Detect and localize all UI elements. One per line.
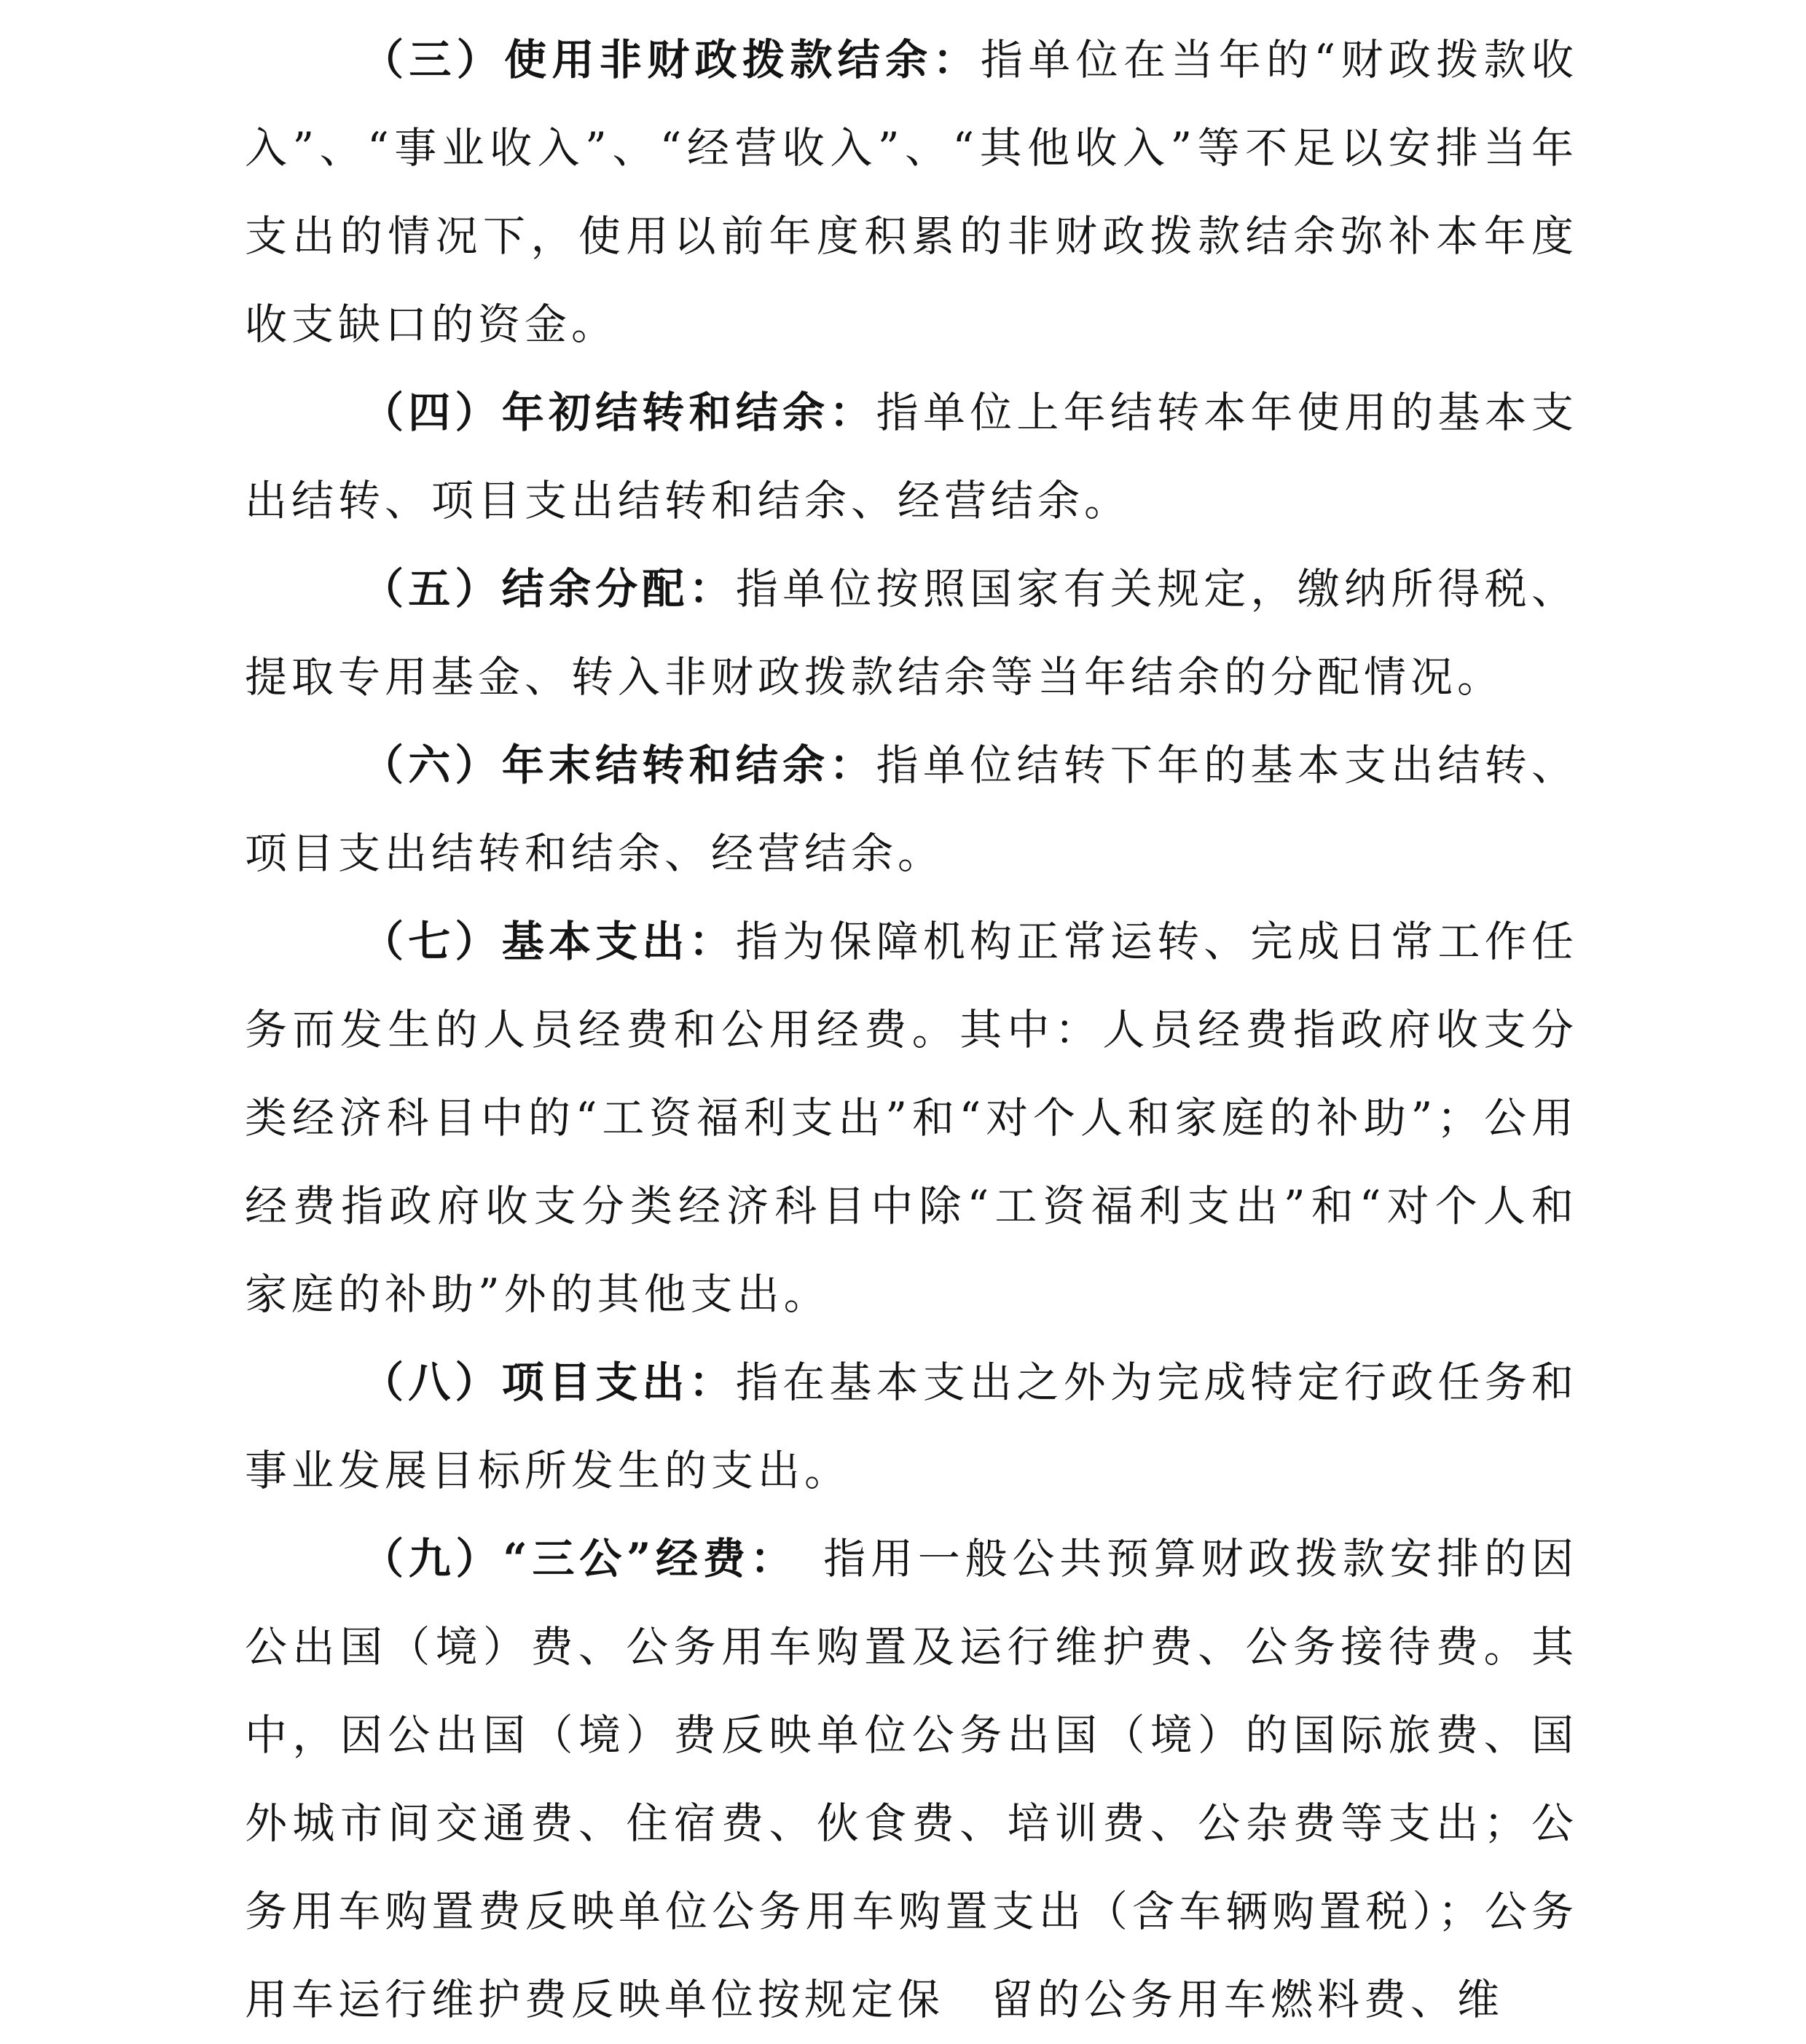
paragraph-balance-distribution [245, 545, 1578, 721]
document-page [245, 16, 1578, 2044]
term-definition: 指在基本支出之外为完成特定行政任务和事业发展目标所发生的支出。 [245, 1358, 1578, 1495]
term-definition: 指单位结转下年的基本支出结转、项目支出结转和结余、经营结余。 [245, 740, 1578, 878]
term-heading: （五）结余分配： [361, 564, 736, 614]
term-heading: （九）“三公”经费： [361, 1534, 777, 1583]
term-definition: 指用一般公共预算财政拨款安排的因公出国（境）费、公务用车购置及运行维护费、公务接待费。其中，因公出国（境）费反映单位公务出国（境）的国际旅费、国外城市间交通费、住宿费、伙食费、培训费、公杂费等支出；公务用车购置费反映单位公务用车购置支出（含车辆购置税）；公务用车运行维护费反映单位按规定保 留的公务用车燃料费、维 [245, 1534, 1578, 2024]
term-definition: 指为保障机构正常运转、完成日常工作任务而发生的人员经费和公用经费。其中：人员经费指政府收支分类经济科目中的“工资福利支出”和“对个人和家庭的补助”；公用经费指政府收支分类经济科目中除“工资福利支出”和“对个人和家庭的补助”外的其他支出。 [245, 917, 1578, 1319]
paragraph-unused-non-fiscal-balance [245, 16, 1578, 369]
term-heading: （六）年末结转和结余： [361, 740, 876, 790]
paragraph-three-public-expenses [245, 1515, 1578, 2044]
term-definition: 指单位按照国家有关规定，缴纳所得税、提取专用基金、转入非财政拨款结余等当年结余的分配情况。 [245, 564, 1578, 702]
term-heading: （八）项目支出： [361, 1358, 736, 1407]
term-definition: 指单位上年结转本年使用的基本支出结转、项目支出结转和结余、经营结余。 [245, 388, 1578, 525]
paragraph-closing-carryover [245, 721, 1578, 898]
term-heading: （四）年初结转和结余： [361, 388, 876, 437]
term-heading: （三）使用非财政拨款结余： [361, 35, 981, 85]
paragraph-opening-carryover [245, 369, 1578, 545]
paragraph-basic-expenditure [245, 898, 1578, 1339]
term-heading: （七）基本支出： [361, 917, 736, 966]
paragraph-project-expenditure [245, 1339, 1578, 1515]
term-definition: 指单位在当年的“财政拨款收入”、“事业收入”、“经营收入”、“其他收入”等不足以安排当年支出的情况下，使用以前年度积累的非财政拨款结余弥补本年度收支缺口的资金。 [245, 35, 1578, 349]
